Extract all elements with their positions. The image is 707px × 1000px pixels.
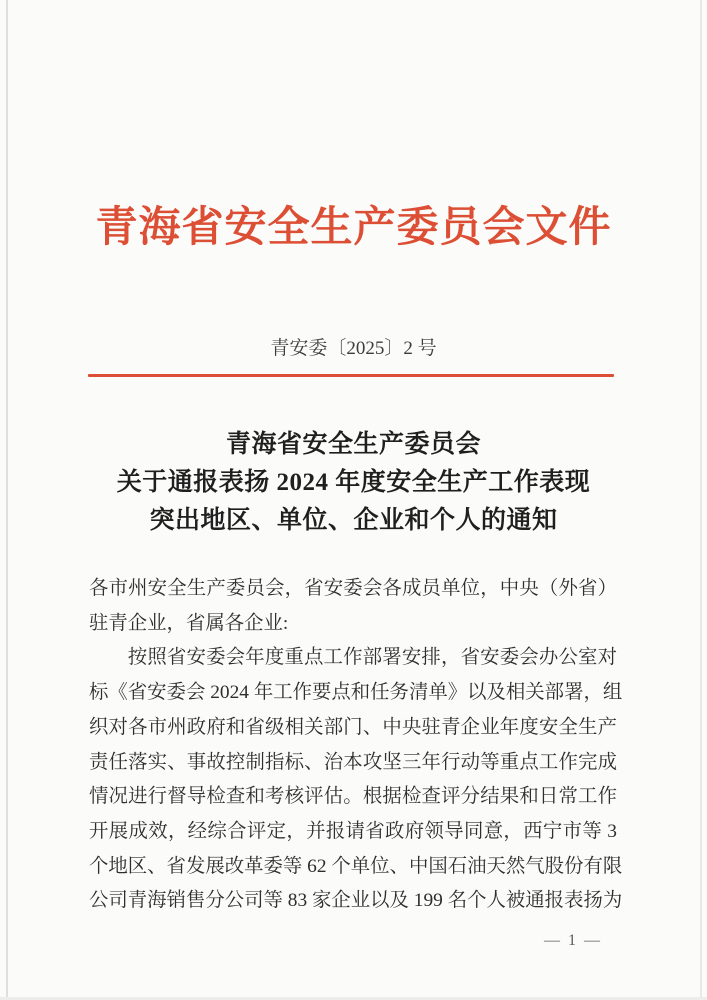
body-line-9: 个地区、省发展改革委等 62 个单位、中国石油天然气股份有限 (89, 855, 623, 877)
body-line-6: 责任落实、事故控制指标、治本攻坚三年行动等重点工作完成 (89, 751, 617, 773)
document-title-line-1: 青海省安全生产委员会 (225, 431, 481, 458)
document-title-line-3: 突出地区、单位、企业和个人的通知 (149, 507, 558, 534)
body-line-1: 各市州安全生产委员会，省安委会各成员单位，中央（外省） (89, 578, 617, 599)
red-divider-line (88, 374, 614, 377)
body-line-2: 驻青企业，省属各企业: (89, 612, 289, 634)
document-number: 青安委〔2025〕2 号 (270, 338, 437, 359)
letterhead-org-title: 青海省安全生产委员会文件 (95, 205, 612, 251)
document-title-line-2: 关于通报表扬 2024 年度安全生产工作表现 (116, 469, 591, 496)
document-title (0, 426, 707, 540)
page-number: — 1 — (544, 932, 602, 949)
body-line-7: 情况进行督导检查和考核评估。根据检查评分结果和日常工作 (89, 786, 617, 808)
body-line-5: 织对各市州政府和省级相关部门、中央驻青企业年度安全生产 (89, 716, 617, 738)
body-line-3: 按照省安委会年度重点工作部署安排，省安委会办公室对 (127, 647, 617, 669)
document-body (89, 572, 623, 919)
body-line-10: 公司青海销售分公司等 83 家企业以及 199 名个人被通报表扬为 (89, 890, 623, 912)
body-line-4: 标《省安委会 2024 年工作要点和任务清单》以及相关部署，组 (89, 682, 623, 704)
body-line-8: 开展成效，经综合评定，并报请省政府领导同意，西宁市等 3 (89, 820, 617, 842)
